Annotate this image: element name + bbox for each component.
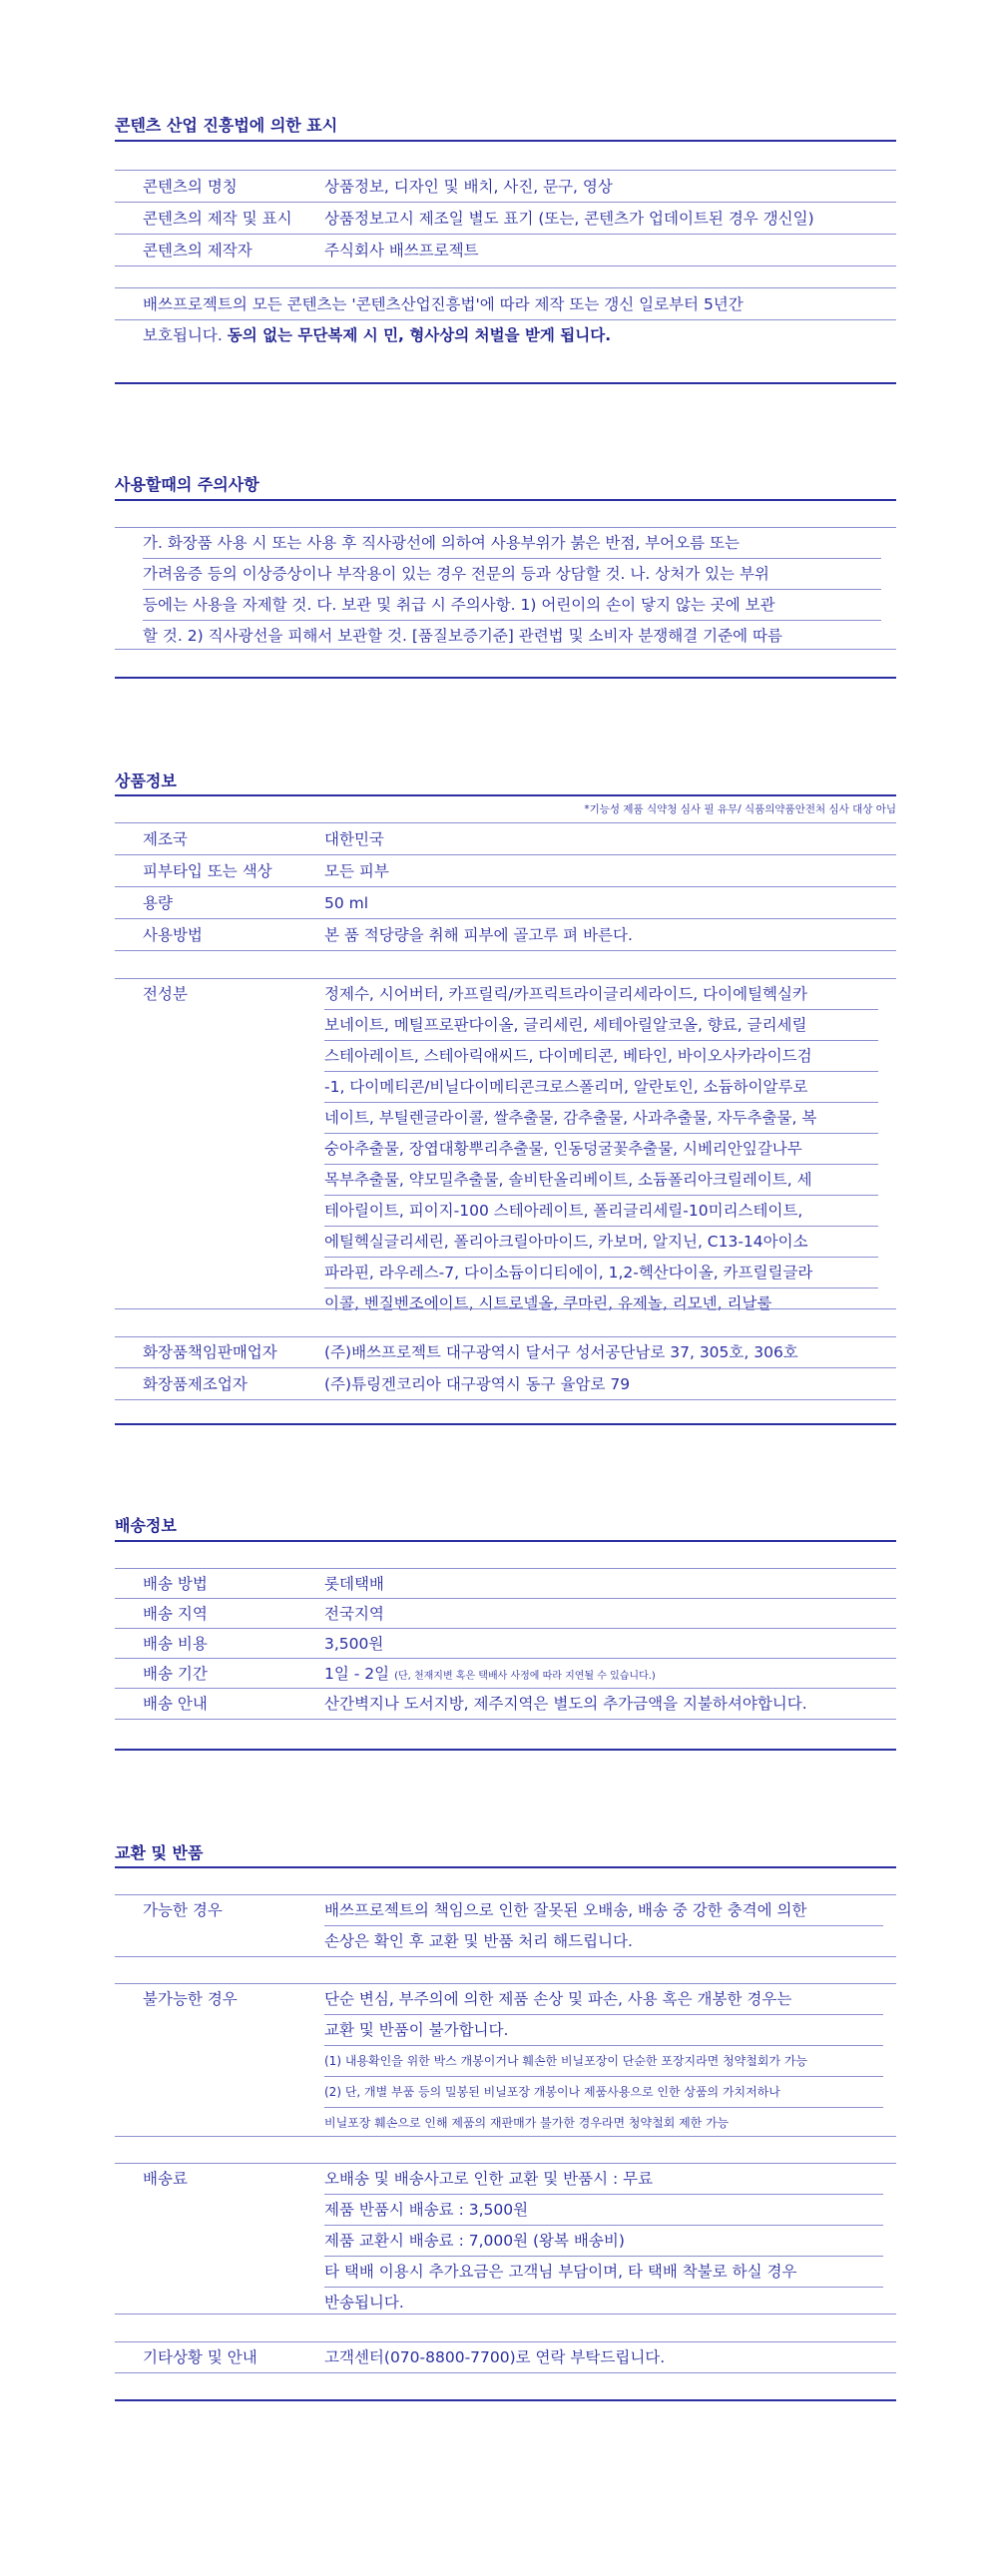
row-label: 콘텐츠의 제작 및 표시 <box>143 210 292 228</box>
ingredients-line: 보네이트, 메틸프로판다이올, 글리세린, 세테아릴알코올, 향료, 글리세릴 <box>324 1010 878 1041</box>
row-value: 고객센터(070-8800-7700)로 연락 부탁드립니다. <box>324 2348 666 2366</box>
divider <box>115 677 896 679</box>
paragraph-line: 배쓰프로젝트의 모든 콘텐츠는 '콘텐츠산업진흥법'에 따라 제작 또는 갱신 일로부터 5년간 <box>143 289 881 320</box>
divider <box>115 1956 896 1957</box>
divider <box>115 1628 896 1629</box>
possible-case-text <box>324 1895 883 1956</box>
content-notice-title: 콘텐츠 산업 진흥법에 의한 표시 <box>115 116 338 135</box>
paragraph-line: 교환 및 반품이 불가합니다. <box>324 2015 883 2046</box>
row-value: (주)배쓰프로젝트 대구광역시 달서구 성서공단남로 37, 305호, 306호 <box>324 1343 798 1361</box>
row-value: 3,500원 <box>324 1635 384 1653</box>
ingredients-line: 네이트, 부틸렌글라이콜, 쌀추출물, 감추출물, 사과추출물, 자두추출물, 복 <box>324 1103 878 1134</box>
divider <box>115 794 896 796</box>
paragraph-line: 배쓰프로젝트의 책임으로 인한 잘못된 오배송, 배송 중 강한 충격에 의한 <box>324 1895 883 1926</box>
divider <box>115 649 896 650</box>
divider <box>115 1308 896 1309</box>
row-value: 상품정보, 디자인 및 배치, 사진, 문구, 영상 <box>324 178 613 196</box>
row-value: 주식회사 배쓰프로젝트 <box>324 242 479 259</box>
row-label: 콘텐츠의 제작자 <box>143 242 252 259</box>
divider <box>115 1399 896 1400</box>
divider <box>115 1367 896 1368</box>
divider <box>115 1749 896 1751</box>
row-label: 배송료 <box>143 2170 188 2188</box>
caution-paragraph <box>143 528 881 651</box>
divider <box>115 382 896 384</box>
divider <box>115 854 896 855</box>
row-label: 배송 기간 <box>143 1665 208 1683</box>
row-label: 가능한 경우 <box>143 1901 223 1919</box>
row-label: 화장품책임판매업자 <box>143 1343 277 1361</box>
paragraph-line: 제품 반품시 배송료 : 3,500원 <box>324 2195 883 2226</box>
ingredients-line: 테아릴이트, 피이지-100 스테아레이트, 폴리글리세릴-10미리스테이트, <box>324 1196 878 1227</box>
ingredients-line: 숭아추출물, 장엽대황뿌리추출물, 인동덩굴꽃추출물, 시베리안잎갈나무 <box>324 1134 878 1165</box>
divider <box>115 2136 896 2137</box>
row-label: 사용방법 <box>143 926 203 944</box>
divider <box>115 265 896 266</box>
row-label: 화장품제조업자 <box>143 1375 248 1393</box>
row-label: 피부타입 또는 색상 <box>143 862 272 880</box>
ingredients-line: 스테아레이트, 스테아릭애씨드, 다이메티콘, 베타인, 바이오사카라이드검 <box>324 1041 878 1072</box>
row-value: 50 ml <box>324 894 369 912</box>
impossible-case-text <box>324 1984 883 2138</box>
divider <box>115 287 896 288</box>
row-label: 용량 <box>143 894 173 912</box>
divider <box>115 170 896 171</box>
divider <box>115 822 896 823</box>
row-label: 불가능한 경우 <box>143 1990 238 2008</box>
divider <box>115 319 896 320</box>
divider <box>115 234 896 235</box>
paragraph-line: 단순 변심, 부주의에 의한 제품 손상 및 파손, 사용 혹은 개봉한 경우는 <box>324 1984 883 2015</box>
paragraph-line <box>143 320 881 350</box>
ingredients-line: -1, 다이메티콘/비닐다이메티콘크로스폴리머, 알란토인, 소듐하이알루로 <box>324 1072 878 1103</box>
ingredients-line: 목부추출물, 약모밀추출물, 솔비탄올리베이트, 소듐폴리아크릴레이트, 세 <box>324 1165 878 1196</box>
row-label: 배송 지역 <box>143 1605 208 1623</box>
divider <box>115 2372 896 2373</box>
divider <box>115 1568 896 1569</box>
row-label: 배송 방법 <box>143 1575 208 1593</box>
paragraph-note: 비닐포장 훼손으로 인해 제품의 재판매가 불가한 경우라면 청약철회 제한 가능 <box>324 2116 730 2130</box>
row-value: 롯데택배 <box>324 1575 384 1593</box>
row-value: 대한민국 <box>324 830 384 848</box>
divider <box>115 2399 896 2401</box>
row-value: 모든 피부 <box>324 862 389 880</box>
row-value: 전국지역 <box>324 1605 384 1623</box>
shipping-fee-text <box>324 2164 883 2318</box>
divider <box>115 140 896 142</box>
divider <box>115 950 896 951</box>
divider <box>115 1540 896 1542</box>
paragraph-line: 가. 화장품 사용 시 또는 사용 후 직사광선에 의하여 사용부위가 붉은 반점, 부어오름 또는 <box>143 528 881 559</box>
ingredients-line: 이콜, 벤질벤조에이트, 시트로넬올, 쿠마린, 유제놀, 리모넨, 리날룰 <box>324 1294 772 1312</box>
divider <box>115 918 896 919</box>
paragraph-note: (1) 내용확인을 위한 박스 개봉이거나 훼손한 비닐포장이 단순한 포장지라면 청약철회가 가능 <box>324 2046 883 2077</box>
row-label: 배송 안내 <box>143 1695 208 1713</box>
divider <box>115 1866 896 1868</box>
row-label: 콘텐츠의 명칭 <box>143 178 238 196</box>
paragraph-line: 제품 교환시 배송료 : 7,000원 (왕복 배송비) <box>324 2226 883 2257</box>
row-value: 본 품 적당량을 취해 피부에 골고루 펴 바른다. <box>324 926 633 944</box>
paragraph-line: 타 택배 이용시 추가요금은 고객님 부담이며, 타 택배 착불로 하실 경우 <box>324 2257 883 2288</box>
divider <box>115 2314 896 2315</box>
paragraph-line: 오배송 및 배송사고로 인한 교환 및 반품시 : 무료 <box>324 2164 883 2195</box>
divider <box>115 1423 896 1425</box>
functional-product-note: *기능성 제품 식약청 심사 필 유무/ 식품의약품안전처 심사 대상 아님 <box>584 803 896 815</box>
paragraph-line: 등에는 사용을 자제할 것. 다. 보관 및 취급 시 주의사항. 1) 어린이의 손이 닿지 않는 곳에 보관 <box>143 590 881 621</box>
period-value: 1일 - 2일 <box>324 1665 390 1683</box>
row-label: 기타상황 및 안내 <box>143 2348 257 2366</box>
period-note: (단, 천재지변 혹은 택배사 사정에 따라 지연될 수 있습니다.) <box>394 1671 656 1682</box>
divider <box>115 499 896 501</box>
warning-text: 동의 없는 무단복제 시 민, 형사상의 처벌을 받게 됩니다. <box>227 326 612 344</box>
row-value: (주)튜링겐코리아 대구광역시 동구 율암로 79 <box>324 1375 631 1393</box>
product-info-title: 상품정보 <box>115 772 177 790</box>
row-label: 전성분 <box>143 985 188 1003</box>
divider <box>115 202 896 203</box>
divider <box>115 886 896 887</box>
row-label: 제조국 <box>143 830 188 848</box>
ingredients-line: 정제수, 시어버터, 카프릴릭/카프릭트라이글리세라이드, 다이에틸헥실카 <box>324 979 878 1010</box>
ingredients-line: 파라핀, 라우레스-7, 다이소듐이디티에이, 1,2-헥산다이올, 카프릴릴글라 <box>324 1258 878 1288</box>
paragraph-line: 가려움증 등의 이상증상이나 부작용이 있는 경우 전문의 등과 상담할 것. 나. 상처가 있는 부위 <box>143 559 881 590</box>
paragraph-line: 할 것. 2) 직사광선을 피해서 보관할 것. [품질보증기준] 관련법 및 소비자 분쟁해결 기준에 따름 <box>143 627 782 645</box>
ingredients-list <box>324 979 878 1318</box>
paragraph-line: 손상은 확인 후 교환 및 반품 처리 해드립니다. <box>324 1932 633 1950</box>
shipping-title: 배송정보 <box>115 1516 177 1535</box>
ingredients-line: 에틸헥실글리세린, 폴리아크릴아마이드, 카보머, 알지닌, C13-14아이소 <box>324 1227 878 1258</box>
paragraph-line: 반송됩니다. <box>324 2294 404 2312</box>
caution-title: 사용할때의 주의사항 <box>115 475 259 494</box>
row-value: 산간벽지나 도서지방, 제주지역은 별도의 추가금액을 지불하셔야합니다. <box>324 1695 807 1713</box>
divider <box>115 1598 896 1599</box>
exchange-title: 교환 및 반품 <box>115 1843 204 1862</box>
row-label: 배송 비용 <box>143 1635 208 1653</box>
paragraph-note: (2) 단, 개별 부품 등의 밀봉된 비닐포장 개봉이나 제품사용으로 인한 상품의 가치저하나 <box>324 2077 883 2108</box>
row-value: 상품정보고시 제조일 별도 표기 (또는, 콘텐츠가 업데이트된 경우 갱신일) <box>324 210 814 228</box>
divider <box>115 1719 896 1720</box>
paragraph-text: 보호됩니다. <box>143 326 223 344</box>
